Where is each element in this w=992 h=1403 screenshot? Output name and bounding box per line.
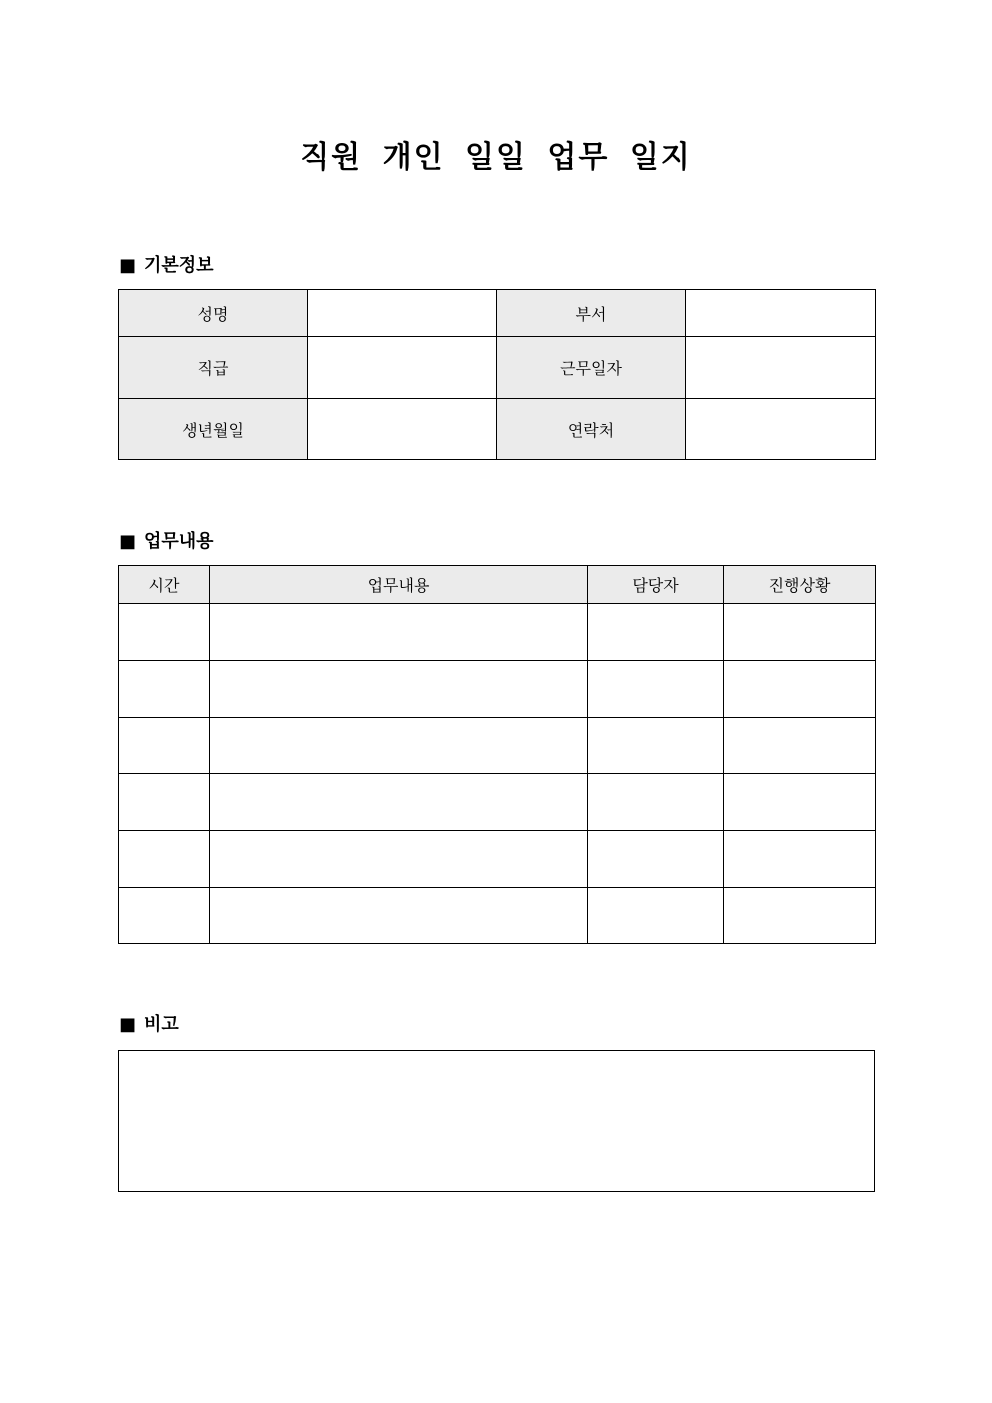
work-date-field[interactable] (686, 337, 876, 399)
assignee-cell[interactable] (588, 831, 724, 888)
table-row (119, 831, 876, 888)
square-bullet-icon: ■ (119, 1014, 137, 1035)
time-cell[interactable] (119, 888, 210, 944)
time-cell[interactable] (119, 774, 210, 831)
time-cell[interactable] (119, 604, 210, 661)
assignee-cell[interactable] (588, 888, 724, 944)
basic-info-table (118, 289, 876, 460)
assignee-cell[interactable] (588, 718, 724, 774)
task-column-header: 업무내용 (210, 566, 588, 604)
square-bullet-icon: ■ (119, 255, 137, 276)
task-cell[interactable] (210, 718, 588, 774)
task-cell[interactable] (210, 888, 588, 944)
assignee-cell[interactable] (588, 661, 724, 718)
work-content-table (118, 565, 876, 944)
progress-cell[interactable] (724, 774, 876, 831)
info-row-birthdate (119, 399, 876, 460)
square-bullet-icon: ■ (119, 531, 137, 552)
task-cell[interactable] (210, 774, 588, 831)
time-cell[interactable] (119, 661, 210, 718)
birthdate-field[interactable] (308, 399, 497, 460)
progress-cell[interactable] (724, 661, 876, 718)
time-column-header: 시간 (119, 566, 210, 604)
name-label: 성명 (119, 290, 308, 337)
department-field[interactable] (686, 290, 876, 337)
basic-info-heading (119, 254, 214, 278)
document-title: 직원 개인 일일 업무 일지 (300, 140, 692, 175)
remarks-heading (119, 1013, 179, 1037)
time-cell[interactable] (119, 831, 210, 888)
table-row (119, 888, 876, 944)
contact-field[interactable] (686, 399, 876, 460)
table-row (119, 774, 876, 831)
task-cell[interactable] (210, 831, 588, 888)
department-label: 부서 (497, 290, 686, 337)
info-row-name (119, 290, 876, 337)
assignee-cell[interactable] (588, 604, 724, 661)
work-content-heading-text: 업무내용 (144, 531, 214, 552)
assignee-column-header: 담당자 (588, 566, 724, 604)
table-row (119, 718, 876, 774)
work-content-heading (119, 530, 214, 554)
work-header-row (119, 566, 876, 604)
work-date-label: 근무일자 (497, 337, 686, 399)
time-cell[interactable] (119, 718, 210, 774)
progress-cell[interactable] (724, 831, 876, 888)
position-field[interactable] (308, 337, 497, 399)
task-cell[interactable] (210, 661, 588, 718)
name-field[interactable] (308, 290, 497, 337)
table-row (119, 661, 876, 718)
table-row (119, 604, 876, 661)
progress-cell[interactable] (724, 718, 876, 774)
birthdate-label: 생년월일 (119, 399, 308, 460)
basic-info-heading-text: 기본정보 (144, 255, 214, 276)
info-row-position (119, 337, 876, 399)
position-label: 직급 (119, 337, 308, 399)
contact-label: 연락처 (497, 399, 686, 460)
assignee-cell[interactable] (588, 774, 724, 831)
remarks-heading-text: 비고 (144, 1014, 179, 1035)
remarks-field[interactable] (118, 1050, 875, 1192)
progress-column-header: 진행상황 (724, 566, 876, 604)
progress-cell[interactable] (724, 604, 876, 661)
progress-cell[interactable] (724, 888, 876, 944)
task-cell[interactable] (210, 604, 588, 661)
